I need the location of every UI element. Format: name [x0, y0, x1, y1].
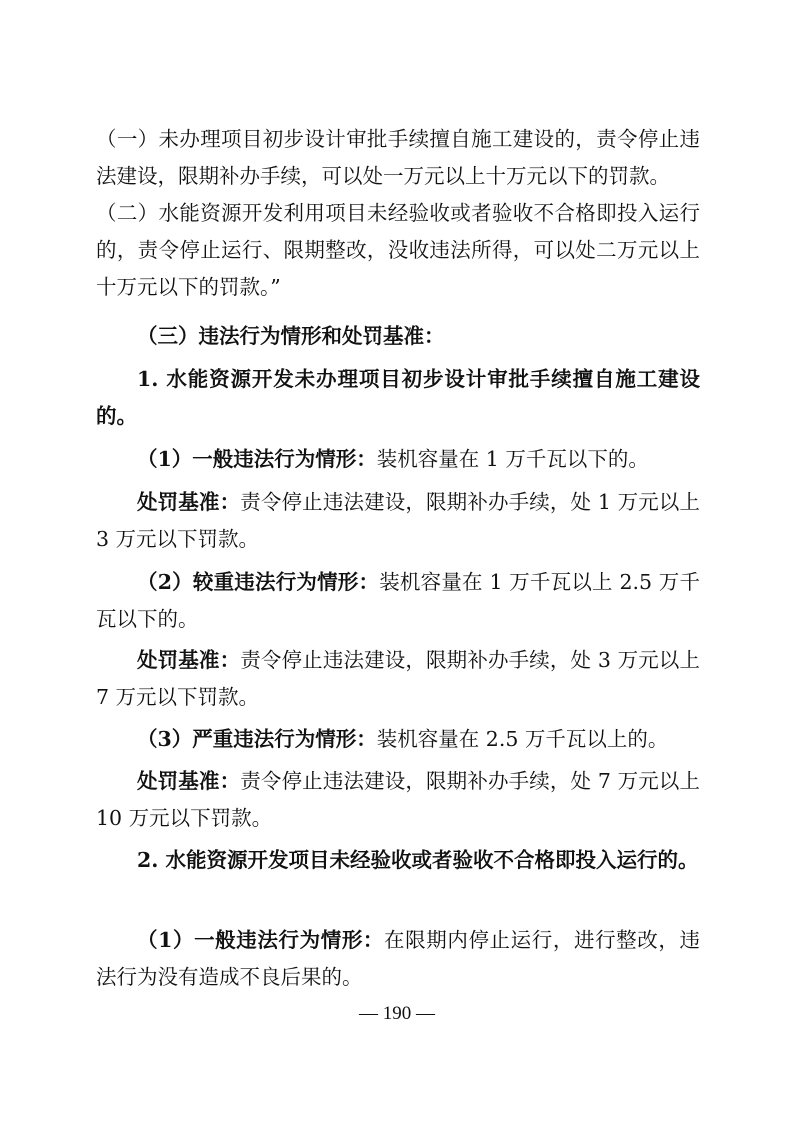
item-2-general-text: 在限期内停止运行，进行整改，违法行为没有造成不良后果的。 [96, 928, 701, 989]
item-2-title [96, 842, 700, 879]
item-1-general-penalty-text: 责令停止违法建设，限期补办手续，处 1 万元以上 3 万元以下罚款。 [96, 490, 701, 551]
item-1-severe-penalty [96, 763, 700, 837]
clause-1: （一）未办理项目初步设计审批手续擅自施工建设的，责令停止违法建设，限期补办手续，可以处一万元以上十万元以下的罚款。 [96, 127, 700, 188]
item-1-serious-penalty [96, 642, 700, 716]
item-1-severe-case [96, 721, 700, 758]
item-1-serious-label: （2）较重违法行为情形： [137, 570, 380, 594]
item-2-general-case [96, 922, 700, 996]
item-1-severe-penalty-text: 责令停止违法建设，限期补办手续，处 7 万元以上 10 万元以下罚款。 [96, 769, 701, 830]
item-1-general-label: （1）一般违法行为情形： [137, 447, 377, 471]
item-1-general-penalty [96, 484, 700, 558]
item-1-severe-penalty-label: 处罚基准： [137, 769, 241, 793]
item-1-severe-text: 装机容量在 2.5 万千瓦以上的。 [376, 727, 669, 751]
item-1-serious-text: 装机容量在 1 万千瓦以上 2.5 万千瓦以下的。 [96, 570, 700, 631]
section-3-heading [96, 318, 700, 355]
item-2-title-text: 2. 水能资源开发项目未经验收或者验收不合格即投入运行的。 [137, 848, 699, 872]
clause-2: （二）水能资源开发利用项目未经验收或者验收不合格即投入运行的，责令停止运行、限期整改，没收违法所得，可以处二万元以上十万元以下的罚款。” [96, 201, 700, 299]
item-1-serious-penalty-text: 责令停止违法建设，限期补办手续，处 3 万元以上 7 万元以下罚款。 [96, 648, 701, 709]
section-3-heading-text: （三）违法行为情形和处罚基准： [137, 324, 445, 348]
page-number: — 190 — [359, 1003, 435, 1024]
item-1-serious-case [96, 564, 700, 638]
item-1-general-text: 装机容量在 1 万千瓦以下的。 [376, 447, 649, 471]
item-1-title [96, 361, 700, 435]
item-1-general-case [96, 441, 700, 478]
item-2-general-label: （1）一般违法行为情形： [137, 928, 385, 952]
item-1-severe-label: （3）严重违法行为情形： [137, 727, 377, 751]
item-1-general-penalty-label: 处罚基准： [137, 490, 241, 514]
item-1-title-text: 1. 水能资源开发未办理项目初步设计审批手续擅自施工建设的。 [96, 367, 700, 428]
item-1-serious-penalty-label: 处罚基准： [137, 648, 241, 672]
